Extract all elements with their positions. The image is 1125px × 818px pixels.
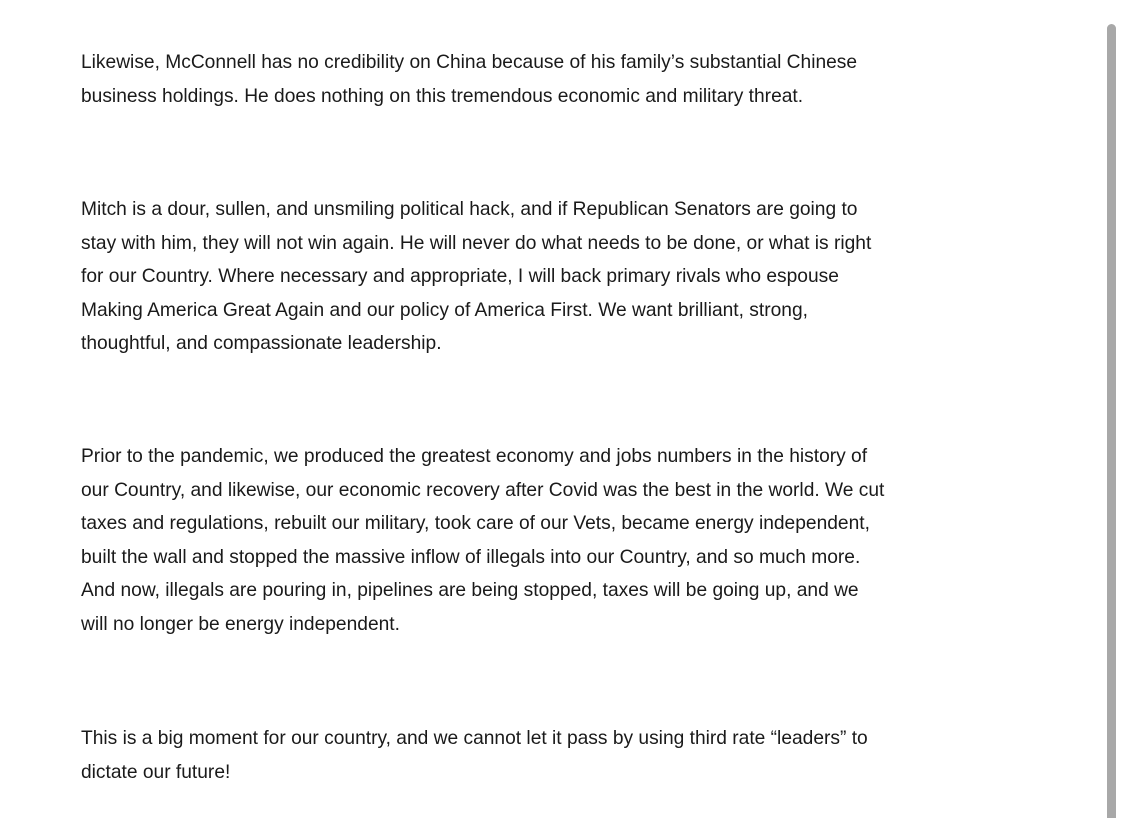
paragraph-line: our Country, and likewise, our economic recovery after Covid was the best in the world. We cut — [81, 479, 885, 501]
paragraph-line: stay with him, they will not win again. He will never do what needs to be done, or what is right — [81, 232, 872, 254]
paragraph-line: This is a big moment for our country, and we cannot let it pass by using third rate “leaders” to — [81, 728, 868, 749]
paragraph-line: Making America Great Again and our policy of America First. We want brilliant, strong, — [81, 299, 808, 321]
paragraph-mitch-leadership — [81, 193, 951, 361]
paragraph-line: for our Country. Where necessary and appropriate, I will back primary rivals who espouse — [81, 266, 839, 288]
paragraph-line: thoughtful, and compassionate leadership. — [81, 333, 442, 355]
paragraph-line: will no longer be energy independent. — [81, 613, 400, 635]
paragraph-line: dictate our future! — [81, 761, 231, 783]
paragraph-line: business holdings. He does nothing on this tremendous economic and military threat. — [81, 85, 804, 107]
paragraph-line: Likewise, McConnell has no credibility on China because of his family’s substantial Chinese — [81, 52, 858, 73]
paragraph-line: Mitch is a dour, sullen, and unsmiling political hack, and if Republican Senators are going to — [81, 199, 858, 220]
paragraph-line: And now, illegals are pouring in, pipelines are being stopped, taxes will be going up, and we — [81, 580, 859, 602]
paragraph-line: Prior to the pandemic, we produced the greatest economy and jobs numbers in the history of — [81, 446, 868, 467]
paragraph-big-moment — [81, 722, 951, 789]
paragraph-line: taxes and regulations, rebuilt our military, took care of our Vets, became energy independent, — [81, 513, 870, 535]
scrollbar-thumb[interactable] — [1107, 24, 1116, 818]
paragraph-mcconnell-china — [81, 46, 951, 113]
paragraph-pandemic-economy — [81, 440, 951, 642]
paragraph-line: built the wall and stopped the massive inflow of illegals into our Country, and so much more. — [81, 546, 861, 568]
